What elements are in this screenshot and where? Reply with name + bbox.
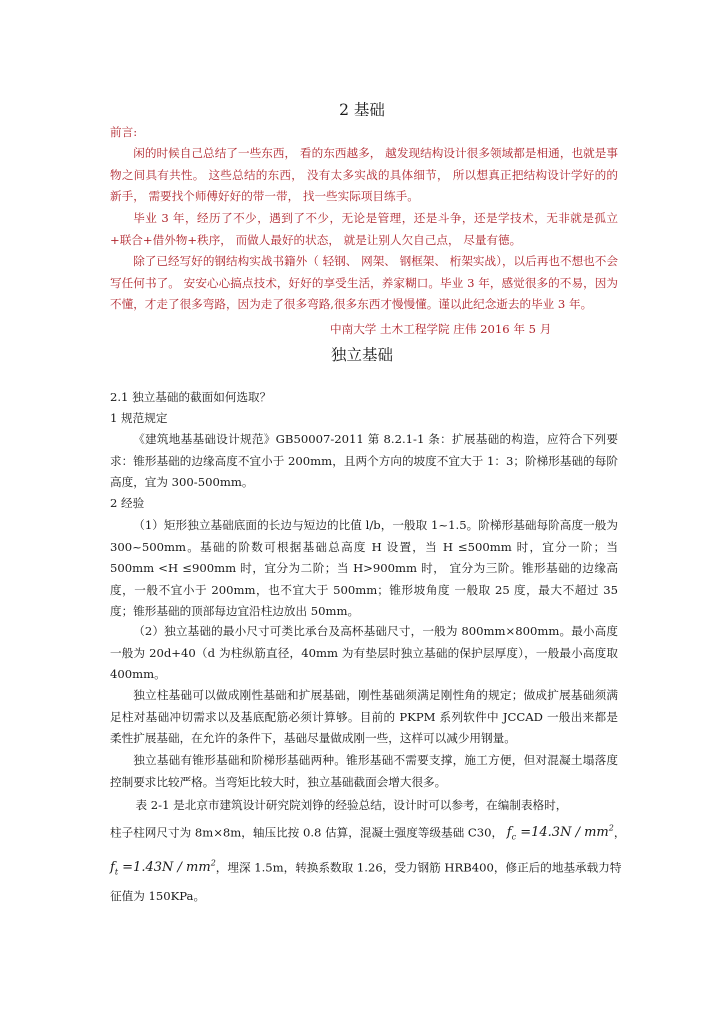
table-note-line-3-text: ，埋深 1.5m，转换系数取 1.26，受力钢筋 HRB400，修正后的地基承载力特: [215, 860, 622, 875]
preface-paragraph-3: 除了已经写好的钢结构实战书籍外（ 轻钢、 网架、 钢框架、 桁架实战），以后再也不想也不会写任何书了。 安安心心搞点技术，好好的享受生活，养家糊口。毕业 3 年，感觉很多的不易，因为不懂，才走了很多弯路，因为走了很多弯路,很多东西才慢慢懂。谨以此纪念逝去的毕业 3 年。: [110, 254, 618, 311]
preface-label: 前言:: [110, 125, 138, 139]
preface-paragraph-2: 毕业 3 年，经历了不少，遇到了不少，无论是管理，还是斗争，还是学技术，无非就是孤立+联合+借外物+秩序， 而做人最好的状态， 就是让别人欠自己点， 尽量有德。: [110, 211, 618, 247]
table-note-line-2-tail: ，: [613, 825, 626, 840]
chapter-heading: 2 基础: [339, 101, 385, 119]
experience-paragraph-2: （2）独立基础的最小尺寸可类比承台及高杯基础尺寸，一般为 800mm×800mm。最小高度一般为 20d+40（d 为柱纵筋直径，40mm 为有垫层时独立基础的保护层厚度），一般最小高度取 400mm。: [110, 624, 618, 681]
spec-title: 1 规范规定: [110, 411, 168, 425]
table-note-line-2-text: 柱子柱网尺寸为 8m×8m，轴压比按 0.8 估算，混凝土强度等级基础 C30，: [110, 825, 504, 840]
section-heading: 独立基础: [330, 346, 393, 364]
experience-title: 2 经验: [110, 496, 145, 510]
table-note-line-3: [110, 853, 630, 884]
preface-paragraph-1: 闲的时候自己总结了一些东西， 看的东西越多， 越发现结构设计很多领域都是相通，也就是事物之间具有共性。 这些总结的东西， 没有太多实战的具体细节， 所以想真正把结构设计学好的的新手， 需要找个师傅好好的带一带， 找一些实际项目练手。: [110, 146, 618, 203]
experience-paragraph-1: （1）矩形独立基础底面的长边与短边的比值 l/b，一般取 1~1.5。阶梯形基础每阶高度一般为 300~500mm。基础的阶数可根据基础总高度 H 设置，当 H ≤500mm 时，宜分一阶；当 500mm <H ≤900mm 时，宜分为二阶；当 H>900mm 时， 宜分为三阶。锥形基础的边缘高度，一般不宜小于 200mm，也不宜大于 500mm；锥形坡角度 一般取 25 度，最大不超过 35 度；锥形基础的顶部每边宜沿柱边放出 50mm。: [110, 518, 618, 618]
experience-paragraph-3: 独立柱基础可以做成刚性基础和扩展基础，刚性基础须满足刚性角的规定；做成扩展基础须满足柱对基础冲切需求以及基底配筋必须计算够。目前的 PKPM 系列软件中 JCCAD 一般出来都是柔性扩展基础，在允许的条件下，基础尽量做成刚一些，这样可以减少用钢量。: [110, 688, 618, 745]
table-note-line-1: 表 2-1 是北京市建筑设计研究院刘铮的经验总结，设计时可以参考，在编制表格时，: [135, 798, 568, 812]
experience-paragraph-4: 独立基础有锥形基础和阶梯形基础两种。锥形基础不需要支撑，施工方便，但对混凝土塌落度控制要求比较严格。当弯矩比较大时，独立基础截面会增大很多。: [110, 753, 618, 789]
ft-formula: $f_t =1.43N / mm^2$: [110, 859, 216, 877]
spec-paragraph: 《建筑地基基础设计规范》GB50007-2011 第 8.2.1-1 条：扩展基础的构造，应符合下列要求：锥形基础的边缘高度不宜小于 200mm，且两个方向的坡度不宜大于 1：3；阶梯形基础的每阶高度，宜为 300-500mm。: [110, 432, 618, 489]
preface-signature: 中南大学 土木工程学院 庄伟 2016 年 5 月: [330, 322, 552, 336]
question-title: 2.1 独立基础的截面如何选取？: [110, 390, 272, 404]
table-note-line-4: 征值为 150KPa。: [110, 889, 206, 903]
table-note-line-2: [110, 818, 630, 849]
fc-formula: $f_c =14.3N / mm^2$: [506, 824, 614, 842]
